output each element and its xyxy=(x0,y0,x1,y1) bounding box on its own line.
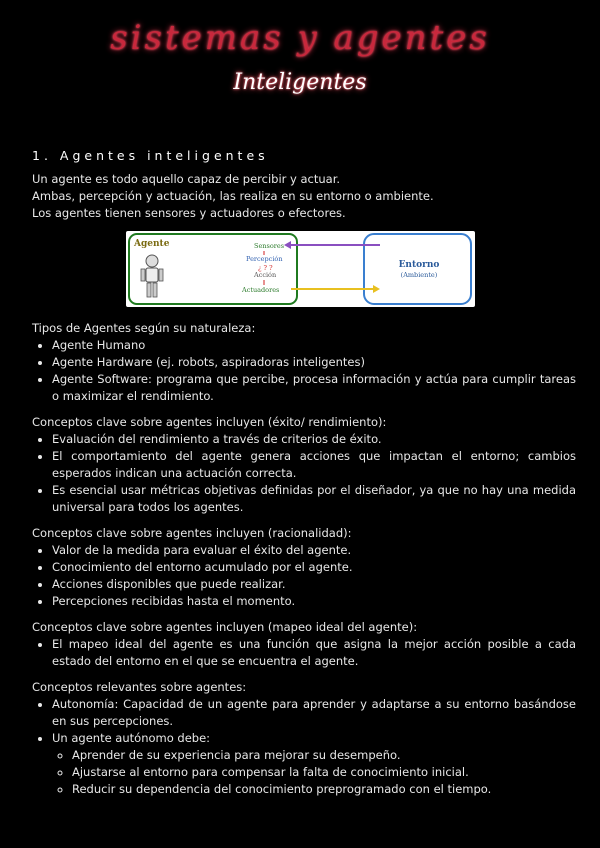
list-item: • El mapeo ideal del agente es una función que asigna la mejor acción posible a cada estado del entorno en el que se encuentra el agente. xyxy=(52,636,576,670)
mapping-list xyxy=(32,636,576,670)
success-heading: Conceptos clave sobre agentes incluyen (éxito/ rendimiento): xyxy=(32,415,387,429)
list-item: • Agente Software: programa que percibe, procesa información y actúa para cumplir tareas o maximizar el rendimiento. xyxy=(52,371,576,405)
sub-list xyxy=(52,747,576,798)
list-item: • Agente Hardware (ej. robots, aspiradoras inteligentes) xyxy=(52,354,576,371)
sub-list-item: ◦ Reducir su dependencia del conocimiento preprogramado con el tiempo. xyxy=(72,781,576,798)
list-item: • El comportamiento del agente genera acciones que impactan el entorno; cambios esperados indican una actuación correcta. xyxy=(52,448,576,482)
rationality-heading: Conceptos clave sobre agentes incluyen (racionalidad): xyxy=(32,526,352,540)
page-title: sistemas y agentes xyxy=(110,18,490,58)
rationality-block xyxy=(32,525,576,610)
page-subtitle: Inteligentes xyxy=(233,70,367,95)
sub-list-item: ◦ Ajustarse al entorno para compensar la falta de conocimiento inicial. xyxy=(72,764,576,781)
list-item xyxy=(52,730,576,798)
actuator-arrowhead xyxy=(373,285,380,293)
intro-line: Ambas, percepción y actuación, las realiza en su entorno o ambiente. xyxy=(32,189,434,203)
list-item: • Acciones disponibles que puede realizar. xyxy=(52,576,576,593)
list-item: • Conocimiento del entorno acumulado por el agente. xyxy=(52,559,576,576)
perception-label: Percepción xyxy=(246,255,283,263)
intro-paragraph xyxy=(32,171,572,222)
list-item-text: Un agente autónomo debe: xyxy=(52,731,211,745)
relevant-list xyxy=(32,696,576,798)
environment-label: Entorno xyxy=(398,260,440,270)
types-block xyxy=(32,320,576,405)
sub-list-item: ◦ Aprender de su experiencia para mejorar su desempeño. xyxy=(72,747,576,764)
success-block xyxy=(32,414,576,516)
diagram-svg xyxy=(126,231,475,307)
list-item: • Valor de la medida para evaluar el éxito del agente. xyxy=(52,542,576,559)
list-item: • Es esencial usar métricas objetivas definidas por el diseñador, ya que no hay una medida universal para todos los agentes. xyxy=(52,482,576,516)
actuators-label: Actuadores xyxy=(242,286,280,294)
list-item: • Autonomía: Capacidad de un agente para aprender y adaptarse a su entorno basándose en sus percepciones. xyxy=(52,696,576,730)
sensors-label: Sensores xyxy=(254,242,285,250)
main-content xyxy=(32,320,576,807)
environment-sublabel: (Ambiente) xyxy=(400,271,438,279)
agent-label: Agente xyxy=(134,239,170,249)
mapping-block xyxy=(32,619,576,670)
action-label: Acción xyxy=(254,271,277,279)
intro-line: Un agente es todo aquello capaz de percibir y actuar. xyxy=(32,172,341,186)
robot-icon xyxy=(141,255,163,297)
question-label: ¿ ? ? xyxy=(258,264,273,272)
list-item: • Evaluación del rendimiento a través de criterios de éxito. xyxy=(52,431,576,448)
list-item: • Agente Humano xyxy=(52,337,576,354)
types-list xyxy=(32,337,576,405)
intro-line: Los agentes tienen sensores y actuadores o efectores. xyxy=(32,206,346,220)
success-list xyxy=(32,431,576,516)
list-item: • Percepciones recibidas hasta el momento. xyxy=(52,593,576,610)
rationality-list xyxy=(32,542,576,610)
relevant-block xyxy=(32,679,576,798)
section-title: 1. Agentes inteligentes xyxy=(32,148,269,163)
agent-environment-diagram xyxy=(126,231,475,307)
sensor-arrowhead xyxy=(284,241,291,249)
mapping-heading: Conceptos clave sobre agentes incluyen (mapeo ideal del agente): xyxy=(32,620,418,634)
relevant-heading: Conceptos relevantes sobre agentes: xyxy=(32,680,247,694)
types-heading: Tipos de Agentes según su naturaleza: xyxy=(32,321,256,335)
